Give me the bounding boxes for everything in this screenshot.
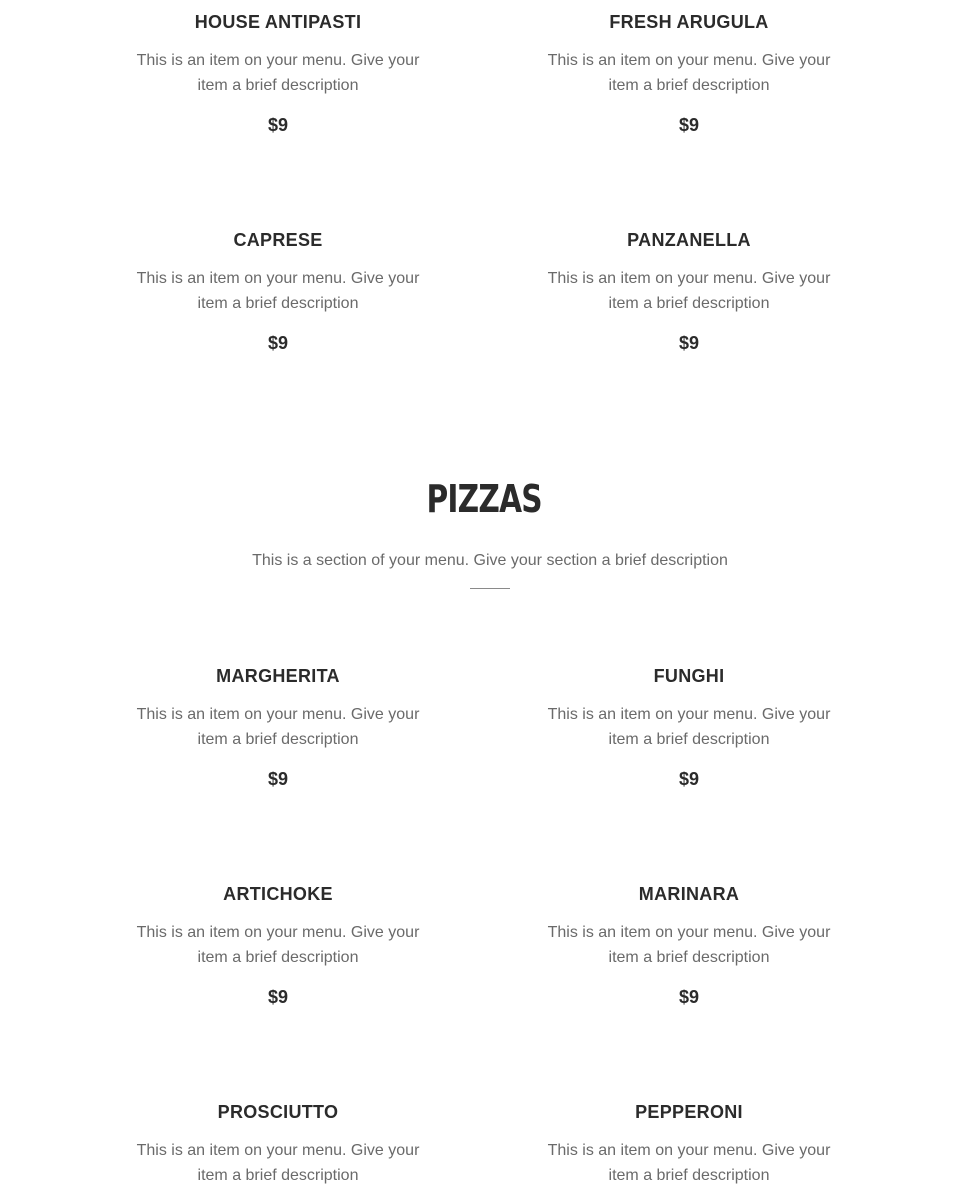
menu-item-price: $9 xyxy=(267,987,289,1007)
menu-item-name: ARTICHOKE xyxy=(223,884,333,904)
menu-item-name: CAPRESE xyxy=(233,230,323,250)
menu-item-name: MARINARA xyxy=(638,884,740,904)
menu-item-price: $9 xyxy=(267,115,289,135)
menu-item-description: This is an item on your menu. Give your item a brief description xyxy=(136,270,420,312)
menu-item-price: $9 xyxy=(678,333,700,353)
menu-item-name: HOUSE ANTIPASTI xyxy=(194,12,362,32)
menu-item-name: FRESH ARUGULA xyxy=(609,12,769,32)
menu-item-price: $9 xyxy=(678,769,700,789)
menu-item-name: MARGHERITA xyxy=(216,666,340,686)
menu-item-description: This is an item on your menu. Give your item a brief description xyxy=(136,1142,420,1184)
menu-item-description: This is an item on your menu. Give your item a brief description xyxy=(547,270,831,312)
menu-item-description: This is an item on your menu. Give your item a brief description xyxy=(547,706,831,748)
menu-item-name: PEPPERONI xyxy=(635,1102,743,1122)
menu-item-description: This is an item on your menu. Give your item a brief description xyxy=(547,924,831,966)
menu-item-description: This is an item on your menu. Give your item a brief description xyxy=(136,924,420,966)
menu-item-price: $9 xyxy=(678,115,700,135)
section-description: This is a section of your menu. Give your section a brief description xyxy=(252,552,728,569)
menu-item-description: This is an item on your menu. Give your item a brief description xyxy=(136,52,420,94)
menu-item-name: PROSCIUTTO xyxy=(217,1102,339,1122)
menu-item-description: This is an item on your menu. Give your item a brief description xyxy=(136,706,420,748)
section-divider xyxy=(470,588,510,589)
menu-item-description: This is an item on your menu. Give your item a brief description xyxy=(547,52,831,94)
menu-item-price: $9 xyxy=(267,333,289,353)
menu-item-name: PANZANELLA xyxy=(627,230,751,250)
menu-item-price: $9 xyxy=(678,987,700,1007)
menu-item-price: $9 xyxy=(267,769,289,789)
menu-item-name: FUNGHI xyxy=(653,666,725,686)
section-title: PIZZAS xyxy=(426,477,542,521)
menu-item-description: This is an item on your menu. Give your item a brief description xyxy=(547,1142,831,1184)
